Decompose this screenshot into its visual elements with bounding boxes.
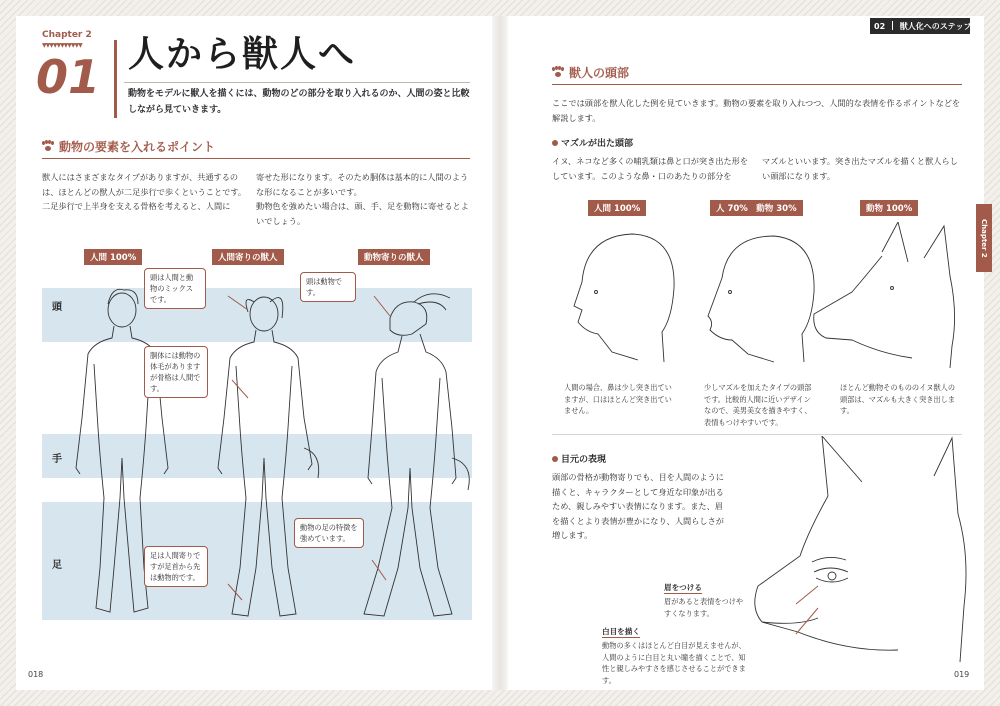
badge-mixed-head: 人 70% 動物 30%	[710, 200, 803, 216]
body-text-col2: 寄せた形になります。そのため胴体は基本的に人間のような形になることが多いです。 動物色を強めたい場合は、頭、手、足を動物に寄せるとよいでしょう。	[256, 172, 469, 226]
header-tab-title: 獣人化へのステップ	[899, 22, 972, 31]
intro-right: ここでは頭部を獣人化した例を見ていきます。動物の要素を取り入れつつ、人間的な表情を作るポイントなどを解説します。	[552, 98, 961, 123]
muzzle-text-col1: イヌ、ネコなど多くの哺乳類は鼻と口が突き出た形をしています。このような鼻・口のあたりの部分を	[552, 156, 749, 181]
caption-dog-head: ほとんど動物そのもののイヌ獣人の頭部は、マズルも大きく突き出します。	[840, 383, 956, 415]
intro-text: 動物をモデルに獣人を描くには、動物のどの部分を取り入れるのか、人間の姿と比較しながら見ていきます。	[128, 89, 470, 115]
dog-head-icon	[814, 222, 955, 368]
subheading-eyes-text: 目元の表現	[561, 455, 607, 465]
human-head-icon	[574, 234, 674, 362]
goat-figure-icon	[364, 294, 469, 616]
row-label-hand: 手	[52, 454, 62, 465]
page-number-right: 019	[954, 670, 970, 679]
text-brow: 眉があると表情をつけやすくなります。	[664, 597, 744, 618]
mixed-head-icon	[708, 236, 814, 362]
title-rule	[114, 40, 117, 118]
header-tab-number: 02	[874, 22, 886, 31]
section-heading-right	[552, 64, 629, 81]
left-page	[16, 16, 492, 690]
right-page	[508, 16, 988, 690]
caption-mixed-head: 少しマズルを加えたタイプの頭部です。比較的人間に近いデザインなので、美男美女を描きやすく、表情もつけやすいです。	[704, 383, 812, 427]
section-rule-right	[552, 84, 962, 85]
badge-human-leaning: 人間寄りの獣人	[212, 249, 284, 265]
note-foot-human: 足は人間寄りですが足首から先は動物的です。	[144, 546, 208, 587]
caption-human-head: 人間の場合、鼻は少し突き出ていますが、口はほとんど突き出ていません。	[564, 383, 672, 415]
divider-rule	[552, 434, 962, 435]
wolf-closeup-illustration	[738, 436, 978, 666]
paw-icon	[42, 141, 54, 152]
badge-human: 人間 100%	[84, 249, 142, 265]
chapter-label: Chapter 2	[42, 30, 92, 40]
row-label-head: 頭	[52, 302, 62, 313]
row-label-foot: 足	[52, 560, 62, 571]
text-white-eye: 動物の多くはほとんど白目が見えませんが、人間のように白目と丸い瞳を描くことで、知性と親しみやすさを感じさせることができます。	[602, 641, 746, 685]
label-white-eye: 白目を描く	[602, 627, 640, 636]
subheading-eyes	[552, 452, 606, 465]
head-illustrations	[552, 222, 972, 372]
badge-human-head: 人間 100%	[588, 200, 646, 216]
badge-animal-head: 動物 100%	[860, 200, 918, 216]
note-head-animal: 頭は動物です。	[300, 272, 356, 302]
label-brow: 眉をつける	[664, 583, 702, 592]
section-heading	[42, 138, 215, 155]
header-tab-divider	[892, 21, 893, 30]
goat-human-figure-icon	[218, 297, 319, 616]
badge-animal-leaning: 動物寄りの獣人	[358, 249, 430, 265]
section-title-text: 動物の要素を入れるポイント	[59, 140, 216, 154]
figure-illustrations	[42, 268, 472, 628]
muzzle-text-col2: マズルといいます。突き出たマズルを描くと獣人らしい頭部になります。	[762, 156, 958, 181]
body-text-col1: 獣人にはさまざまなタイプがありますが、共通するのは、ほとんどの獣人が二足歩行で歩くということです。 二足歩行で上半身を支える骨格を考えると、人間に	[42, 172, 247, 211]
subheading-muzzle-text: マズルが出た頭部	[561, 139, 634, 149]
chapter-triangles: ▼▼▼▼▼▼▼▼▼▼▼	[42, 42, 82, 49]
chapter-number: 01	[36, 50, 101, 104]
note-foot-animal: 動物の足の特徴を強めています。	[294, 518, 364, 548]
page-number-left: 018	[28, 670, 44, 679]
subheading-muzzle	[552, 136, 633, 149]
section-title-right-text: 獣人の頭部	[569, 66, 630, 80]
bullet-dot-icon	[552, 140, 558, 146]
title-underline	[124, 82, 470, 83]
note-torso: 胴体には動物の体毛がありますが骨格は人間です。	[144, 346, 208, 398]
paw-icon	[552, 67, 564, 78]
page-title: 人から獣人へ	[128, 34, 357, 75]
note-head-mix: 頭は人間と動物のミックスです。	[144, 268, 206, 309]
section-rule	[42, 158, 470, 159]
eyes-text: 頭部の骨格が動物寄りでも、目を人間のように描くと、キャラクターとして身近な印象が出るため、親しみやすい表情になります。また、眉を描くとより表情が豊かになり、人間らしさが増します。	[552, 472, 724, 540]
chapter-side-tab: Chapter 2	[976, 204, 992, 272]
header-tab	[870, 18, 970, 34]
bullet-dot-icon	[552, 456, 558, 462]
wolf-head-icon	[755, 436, 966, 662]
